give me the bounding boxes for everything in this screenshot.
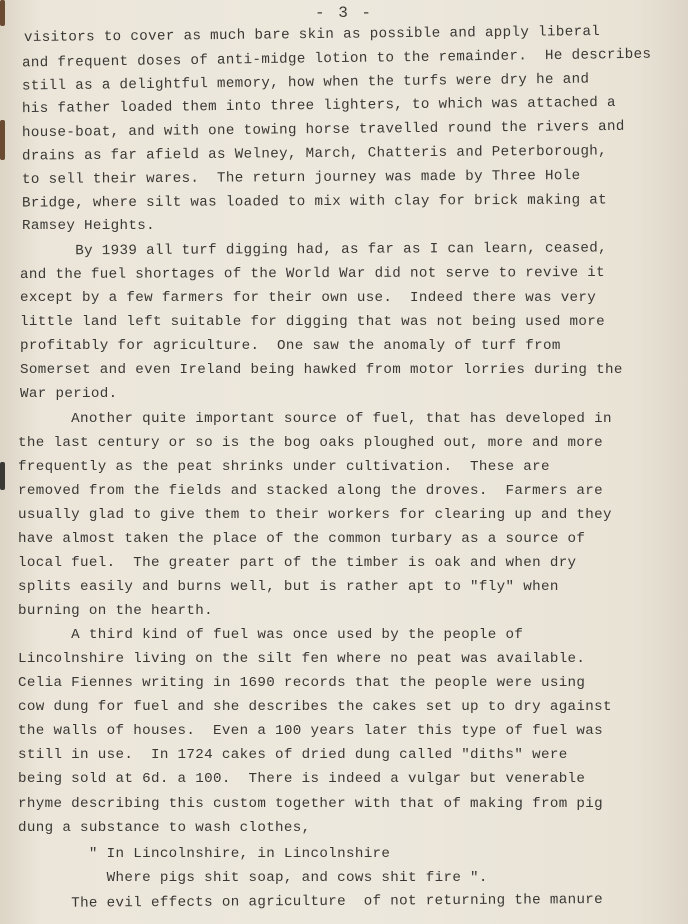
- page-edge-mark: [0, 0, 5, 26]
- text-line: and the fuel shortages of the World War did not serve to revive it: [19, 264, 606, 284]
- text-line: cow dung for fuel and she describes the cakes set up to dry against: [18, 699, 612, 715]
- text-line: removed from the fields and stacked along the droves. Farmers are: [18, 483, 604, 499]
- text-line: being sold at 6d. a 100. There is indeed a vulgar but venerable: [18, 771, 586, 787]
- text-line: frequently as the peat shrinks under cultivation. These are: [18, 459, 550, 475]
- text-line: except by a few farmers for their own use. Indeed there was very: [20, 290, 597, 306]
- text-line: his father loaded them into three lighters, to which was attached a: [21, 94, 616, 118]
- text-line: burning on the hearth.: [18, 603, 214, 619]
- text-line: local fuel. The greater part of the timber is oak and when dry: [18, 555, 577, 571]
- text-line: War period.: [20, 386, 118, 402]
- text-line: Where pigs shit soap, and cows shit fire ".: [18, 870, 488, 886]
- text-line: the walls of houses. Even a 100 years later this type of fuel was: [18, 723, 604, 739]
- text-line: Lincolnshire living on the silt fen where no peat was available.: [18, 651, 586, 667]
- page-number: - 3 -: [314, 4, 373, 22]
- text-line: usually glad to give them to their workers for clearing up and they: [18, 507, 612, 523]
- text-line: house-boat, and with one towing horse travelled round the rivers and: [21, 118, 625, 142]
- text-line: have almost taken the place of the common turbary as a source of: [18, 531, 586, 547]
- text-line: and frequent doses of anti-midge lotion to the remainder. He describes: [21, 46, 652, 72]
- text-line: splits easily and burns well, but is rather apt to "fly" when: [18, 579, 559, 595]
- text-line: A third kind of fuel was once used by the people of: [18, 627, 524, 643]
- text-line: The evil effects on agriculture of not returning the manure: [17, 891, 604, 913]
- page-edge-mark: [0, 462, 5, 490]
- text-line: visitors to cover as much bare skin as possible and apply liberal: [23, 23, 601, 47]
- text-line: still in use. In 1724 cakes of dried dung called "diths" were: [18, 747, 568, 763]
- text-line: Somerset and even Ireland being hawked from motor lorries during the: [20, 362, 623, 378]
- text-line: Bridge, where silt was loaded to mix with clay for brick making at: [21, 192, 608, 212]
- text-line: " In Lincolnshire, in Lincolnshire: [18, 846, 391, 862]
- text-line: profitably for agriculture. One saw the anomaly of turf from: [20, 338, 561, 354]
- text-line: the last century or so is the bog oaks ploughed out, more and more: [18, 435, 604, 451]
- text-line: Celia Fiennes writing in 1690 records that the people were using: [18, 675, 586, 691]
- text-line: rhyme describing this custom together with that of making from pig: [18, 796, 604, 812]
- text-line: little land left suitable for digging that was not being used more: [20, 314, 606, 330]
- text-line: still as a delightful memory, how when the turfs were dry he and: [21, 71, 590, 95]
- text-line: Ramsey Heights.: [22, 218, 155, 234]
- text-line: dung a substance to wash clothes,: [18, 820, 311, 836]
- text-line: drains as far afield as Welney, March, Chatteris and Peterborough,: [21, 143, 608, 165]
- text-line: to sell their wares. The return journey was made by Three Hole: [21, 168, 581, 188]
- text-line: Another quite important source of fuel, that has developed in: [18, 411, 612, 427]
- page-edge-mark: [0, 120, 5, 160]
- text-line: By 1939 all turf digging had, as far as I can learn, ceased,: [21, 240, 608, 260]
